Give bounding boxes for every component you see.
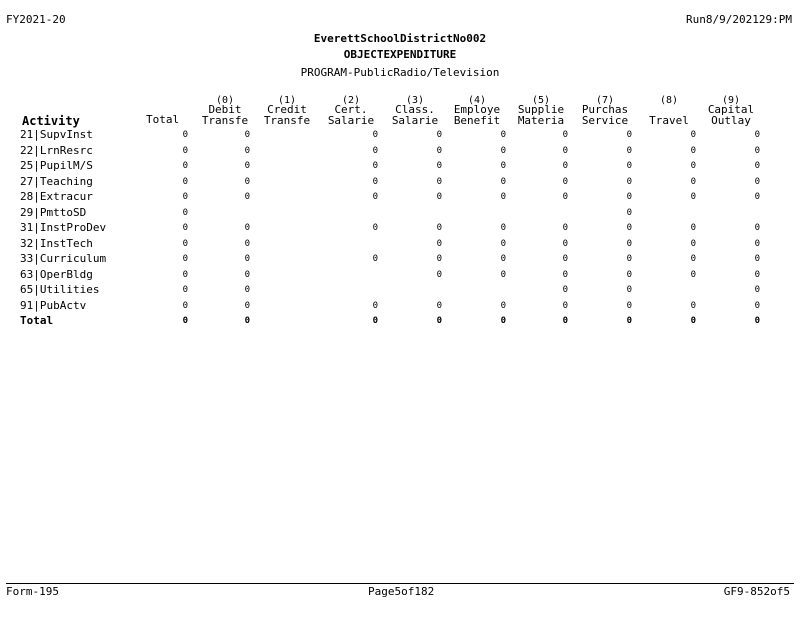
value-cell-c3: 0 xyxy=(436,254,442,264)
value-cell-c3: 0 xyxy=(436,176,442,187)
value-cell-c3: 0 xyxy=(436,223,442,233)
value-cell-c7: 0 xyxy=(626,254,632,264)
value-cell-c9: 0 xyxy=(754,269,760,280)
value-cell-c5: 0 xyxy=(562,269,568,280)
total-cell: 0 xyxy=(182,130,188,140)
value-cell-c7: 0 xyxy=(626,285,632,295)
value-cell-c2: 0 xyxy=(372,145,378,156)
total-cell: 0 xyxy=(182,300,188,311)
value-cell-c0: 0 xyxy=(244,145,250,156)
value-cell-c2: 0 xyxy=(372,223,378,233)
value-cell-c8: 0 xyxy=(690,130,696,140)
column-header-line2: Service xyxy=(581,115,629,126)
activity-cell: 31|InstProDev xyxy=(20,221,107,234)
value-cell-c8: 0 xyxy=(690,192,696,202)
column-header-num: (4) xyxy=(467,95,487,106)
column-header-line1: Credit xyxy=(267,104,307,115)
value-cell-c0: 0 xyxy=(244,285,250,295)
value-cell-c7: 0 xyxy=(626,316,632,326)
total-cell: 0 xyxy=(182,223,188,233)
value-cell-c3: 0 xyxy=(436,192,442,202)
activity-cell: 28|Extracur xyxy=(20,190,93,203)
column-header-line1: Class. xyxy=(395,104,435,115)
total-cell: 0 xyxy=(182,176,188,187)
form-number: Form-195 xyxy=(6,585,59,598)
activity-cell: 27|Teaching xyxy=(20,174,93,188)
report-title: OBJECTEXPENDITURE xyxy=(343,48,457,61)
total-cell: 0 xyxy=(182,269,188,280)
value-cell-c5: 0 xyxy=(562,316,568,326)
report-code: GF9-852of5 xyxy=(723,585,790,598)
column-header-line2: Salarie xyxy=(391,115,439,126)
value-cell-c9: 0 xyxy=(754,192,760,202)
value-cell-c5: 0 xyxy=(562,145,568,156)
total-cell: 0 xyxy=(182,207,188,218)
activity-cell: 33|Curriculum xyxy=(20,252,107,265)
value-cell-c7: 0 xyxy=(626,176,632,187)
value-cell-c5: 0 xyxy=(562,192,568,202)
total-cell: 0 xyxy=(182,145,188,156)
value-cell-c3: 0 xyxy=(436,269,442,280)
column-header-num: (5) xyxy=(531,95,551,106)
table-row xyxy=(0,190,800,205)
value-cell-c4: 0 xyxy=(500,192,506,202)
value-cell-c8: 0 xyxy=(690,223,696,233)
value-cell-c5: 0 xyxy=(562,130,568,140)
value-cell-c4: 0 xyxy=(500,223,506,233)
value-cell-c0: 0 xyxy=(244,161,250,171)
column-header-num: (0) xyxy=(215,95,235,106)
column-header-line2: Transfe xyxy=(201,115,249,126)
column-header-line2: Salarie xyxy=(327,115,375,126)
value-cell-c7: 0 xyxy=(626,145,632,156)
value-cell-c0: 0 xyxy=(244,192,250,202)
activity-cell: 91|PubActv xyxy=(20,298,87,312)
column-header-line1: Cert. xyxy=(334,104,368,115)
value-cell-c9: 0 xyxy=(754,145,760,156)
value-cell-c3: 0 xyxy=(436,145,442,156)
table-row xyxy=(0,175,800,190)
column-header-line2: Outlay xyxy=(711,115,751,126)
value-cell-c5: 0 xyxy=(562,300,568,311)
value-cell-c4: 0 xyxy=(500,254,506,264)
column-header-line1: Capital xyxy=(707,104,755,115)
value-cell-c9: 0 xyxy=(754,161,760,171)
value-cell-c8: 0 xyxy=(690,316,696,326)
value-cell-c3: 0 xyxy=(436,161,442,171)
value-cell-c0: 0 xyxy=(244,254,250,264)
value-cell-c0: 0 xyxy=(244,300,250,311)
activity-cell: Total xyxy=(20,314,54,327)
value-cell-c4: 0 xyxy=(500,176,506,187)
value-cell-c3: 0 xyxy=(436,300,442,311)
column-header-num: (8) xyxy=(659,95,679,106)
value-cell-c0: 0 xyxy=(244,269,250,280)
value-cell-c0: 0 xyxy=(244,223,250,233)
value-cell-c4: 0 xyxy=(500,145,506,156)
value-cell-c2: 0 xyxy=(372,300,378,311)
value-cell-c9: 0 xyxy=(754,223,760,233)
value-cell-c9: 0 xyxy=(754,254,760,264)
value-cell-c9: 0 xyxy=(754,176,760,187)
value-cell-c8: 0 xyxy=(690,269,696,280)
total-cell: 0 xyxy=(182,238,188,249)
column-header-line1: Purchas xyxy=(581,104,629,115)
column-header-line1: Employe xyxy=(453,104,501,115)
value-cell-c9: 0 xyxy=(754,285,760,295)
table-row xyxy=(0,268,800,283)
page-number: Page5of182 xyxy=(368,585,435,598)
value-cell-c5: 0 xyxy=(562,285,568,295)
column-header-line1: Debit xyxy=(208,104,242,115)
value-cell-c5: 0 xyxy=(562,223,568,233)
value-cell-c4: 0 xyxy=(500,161,506,171)
total-cell: 0 xyxy=(182,254,188,264)
column-header-line2: Transfe xyxy=(263,115,311,126)
activity-cell: 21|SupvInst xyxy=(20,128,93,141)
value-cell-c8: 0 xyxy=(690,145,696,156)
total-cell: 0 xyxy=(182,316,188,326)
value-cell-c7: 0 xyxy=(626,207,632,218)
activity-cell: 29|PmttoSD xyxy=(20,205,87,219)
activity-cell: 32|InstTech xyxy=(20,236,93,250)
district-name: EverettSchoolDistrictNo002 xyxy=(313,32,487,45)
run-date: Run8/9/202129:PM xyxy=(686,13,792,26)
total-cell: 0 xyxy=(182,285,188,295)
table-row xyxy=(0,252,800,267)
value-cell-c7: 0 xyxy=(626,238,632,249)
value-cell-c9: 0 xyxy=(754,300,760,311)
fiscal-year: FY2021-20 xyxy=(6,13,66,26)
column-header-num: (9) xyxy=(721,95,741,106)
value-cell-c5: 0 xyxy=(562,176,568,187)
value-cell-c3: 0 xyxy=(436,238,442,249)
total-column-header: Total xyxy=(146,113,180,126)
value-cell-c8: 0 xyxy=(690,300,696,311)
value-cell-c0: 0 xyxy=(244,238,250,249)
program-name: PROGRAM-PublicRadio/Television xyxy=(300,66,500,79)
value-cell-c5: 0 xyxy=(562,161,568,171)
activity-cell: 63|OperBldg xyxy=(20,267,93,281)
column-header-num: (3) xyxy=(405,95,425,106)
total-row xyxy=(0,314,800,329)
table-row xyxy=(0,144,800,159)
table-row xyxy=(0,237,800,252)
value-cell-c8: 0 xyxy=(690,176,696,187)
value-cell-c4: 0 xyxy=(500,300,506,311)
value-cell-c0: 0 xyxy=(244,176,250,187)
value-cell-c7: 0 xyxy=(626,192,632,202)
column-header-num: (1) xyxy=(277,95,297,106)
activity-column-header: Activity xyxy=(22,114,80,128)
activity-cell: 22|LrnResrc xyxy=(20,143,93,157)
table-row xyxy=(0,283,800,298)
footer-rule xyxy=(6,583,794,584)
value-cell-c7: 0 xyxy=(626,130,632,140)
column-header-line2: Travel xyxy=(649,115,689,126)
value-cell-c8: 0 xyxy=(690,238,696,249)
value-cell-c2: 0 xyxy=(372,176,378,187)
value-cell-c9: 0 xyxy=(754,238,760,249)
column-header-num: (2) xyxy=(341,95,361,106)
value-cell-c2: 0 xyxy=(372,254,378,264)
table-row xyxy=(0,221,800,236)
total-cell: 0 xyxy=(182,192,188,202)
value-cell-c4: 0 xyxy=(500,238,506,249)
activity-cell: 65|Utilities xyxy=(20,283,100,296)
value-cell-c5: 0 xyxy=(562,238,568,249)
value-cell-c7: 0 xyxy=(626,161,632,171)
column-header-line2: Benefit xyxy=(453,115,501,126)
value-cell-c8: 0 xyxy=(690,161,696,171)
value-cell-c3: 0 xyxy=(436,130,442,140)
value-cell-c0: 0 xyxy=(244,130,250,140)
table-row xyxy=(0,206,800,221)
column-header-num: (7) xyxy=(595,95,615,106)
column-header-line2: Materia xyxy=(517,115,565,126)
value-cell-c4: 0 xyxy=(500,316,506,326)
value-cell-c9: 0 xyxy=(754,130,760,140)
value-cell-c0: 0 xyxy=(244,316,250,326)
value-cell-c2: 0 xyxy=(372,316,378,326)
total-cell: 0 xyxy=(182,161,188,171)
value-cell-c2: 0 xyxy=(372,161,378,171)
value-cell-c8: 0 xyxy=(690,254,696,264)
table-row xyxy=(0,128,800,143)
table-row xyxy=(0,299,800,314)
value-cell-c2: 0 xyxy=(372,192,378,202)
activity-cell: 25|PupilM/S xyxy=(20,159,93,172)
value-cell-c2: 0 xyxy=(372,130,378,140)
value-cell-c7: 0 xyxy=(626,300,632,311)
value-cell-c4: 0 xyxy=(500,269,506,280)
value-cell-c9: 0 xyxy=(754,316,760,326)
value-cell-c3: 0 xyxy=(436,316,442,326)
value-cell-c7: 0 xyxy=(626,223,632,233)
value-cell-c4: 0 xyxy=(500,130,506,140)
value-cell-c5: 0 xyxy=(562,254,568,264)
column-header-line1: Supplie xyxy=(517,104,565,115)
table-row xyxy=(0,159,800,174)
value-cell-c7: 0 xyxy=(626,269,632,280)
